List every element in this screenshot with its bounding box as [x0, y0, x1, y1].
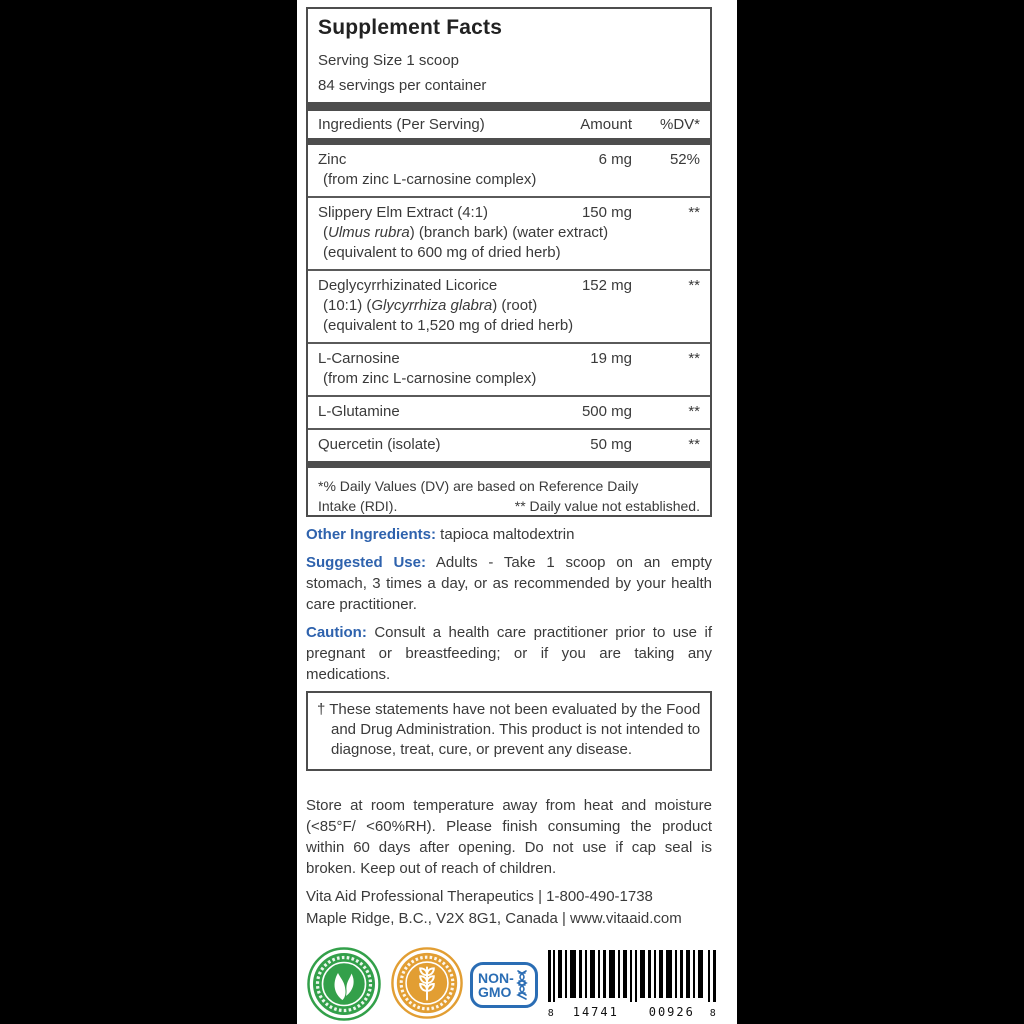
ingredient-amount: 19 mg — [590, 350, 632, 367]
serving-info — [308, 42, 710, 102]
ingredient-amount: 152 mg — [581, 277, 632, 294]
company-line1: Vita Aid Professional Therapeutics | 1-800-490-1738 — [306, 888, 653, 905]
ingredient-dv: 52% — [669, 151, 700, 168]
ingredient-dv: ** — [688, 436, 700, 453]
ingredient-subtext: (equivalent to 600 mg of dried herb) — [323, 244, 561, 261]
dna-icon — [514, 969, 530, 1001]
dv-footnote-line1: *% Daily Values (DV) are based on Reference Daily — [318, 478, 639, 494]
suggested-use-text: Adults - Take 1 scoop on an empty stomach, 3 times a day, or as recommended by your health care practitioner. — [306, 554, 712, 613]
ingredient-amount: 6 mg — [598, 151, 632, 168]
header-amount: Amount — [580, 116, 632, 133]
header-ingredients: Ingredients (Per Serving) — [318, 116, 485, 133]
caution — [306, 622, 712, 685]
barcode-digits — [548, 1005, 720, 1019]
ingredient-dv: ** — [688, 204, 700, 221]
supplement-facts-title: Supplement Facts — [318, 16, 503, 39]
company-info — [306, 886, 712, 930]
dv-footnote-line2-left: Intake (RDI). — [318, 498, 398, 514]
divider-thick — [308, 102, 710, 111]
serving-size: Serving Size 1 scoop — [318, 52, 459, 69]
ingredient-subtext: (from zinc L-carnosine complex) — [323, 370, 537, 387]
other-ingredients-text: tapioca maltodextrin — [436, 526, 575, 543]
table-row — [308, 342, 710, 395]
supplement-facts-panel — [306, 7, 712, 517]
ingredient-subtext: (10:1) (Glycyrrhiza glabra) (root) — [323, 297, 538, 314]
fda-disclaimer-text: † These statements have not been evaluated by the Food and Drug Administration. This product is not intended to diagnose, treat, cure, or prevent any disease. — [317, 701, 701, 758]
ingredient-name: Deglycyrrhizinated Licorice — [318, 277, 498, 294]
barcode-bars — [548, 950, 720, 1002]
barcode-group2: 00926 — [648, 1005, 695, 1019]
ingredient-amount: 500 mg — [581, 403, 632, 420]
ingredient-name: L-Carnosine — [318, 350, 400, 367]
leaf-badge-icon — [306, 946, 382, 1022]
other-ingredients — [306, 524, 712, 545]
table-row — [308, 395, 710, 428]
barcode-group1: 14741 — [572, 1005, 619, 1019]
divider-thick — [308, 461, 710, 468]
ingredient-amount: 50 mg — [590, 436, 632, 453]
ingredients-header-row — [308, 111, 710, 138]
ingredient-subtext: (Ulmus rubra) (branch bark) (water extract) — [323, 224, 609, 241]
ingredient-name: Slippery Elm Extract (4:1) — [318, 204, 489, 221]
other-ingredients-label: Other Ingredients: — [306, 526, 437, 543]
suggested-use-label: Suggested Use: — [306, 554, 426, 571]
table-row — [308, 196, 710, 269]
ingredient-subtext: (from zinc L-carnosine complex) — [323, 171, 537, 188]
dv-footnote — [308, 468, 710, 517]
header-dv: %DV* — [659, 116, 700, 133]
ingredient-dv: ** — [688, 277, 700, 294]
ingredient-dv: ** — [688, 350, 700, 367]
suggested-use — [306, 552, 712, 615]
non-gmo-label: NON- GMO — [478, 970, 514, 1000]
company-line2: Maple Ridge, B.C., V2X 8G1, Canada | www.vitaaid.com — [306, 910, 682, 927]
caution-label: Caution: — [306, 624, 367, 641]
table-row — [308, 145, 710, 196]
fda-disclaimer-box — [306, 691, 712, 771]
servings-per-container: 84 servings per container — [318, 77, 487, 94]
storage-instructions: Store at room temperature away from heat and moisture (<85°F/ <60%RH). Please finish consuming the product within 60 days after opening. Do not use if cap seal is broken. Keep out of reach of children. — [306, 797, 712, 877]
product-label — [297, 0, 737, 1024]
barcode-left-digit: 8 — [547, 1008, 554, 1019]
ingredient-name: L-Glutamine — [318, 403, 400, 420]
ingredient-subtext: (equivalent to 1,520 mg of dried herb) — [323, 317, 574, 334]
upc-barcode — [548, 950, 720, 1019]
ingredient-dv: ** — [688, 403, 700, 420]
caution-text: Consult a health care practitioner prior to use if pregnant or breastfeeding; or if you are taking any medications. — [306, 624, 712, 683]
wheat-gluten-free-badge-icon — [390, 946, 464, 1020]
ingredient-name: Quercetin (isolate) — [318, 436, 441, 453]
dagger-symbol: † — [317, 701, 330, 718]
divider-thick — [308, 138, 710, 145]
ingredient-name: Zinc — [318, 151, 347, 168]
certification-badges-row — [306, 946, 716, 1024]
ingredient-amount: 150 mg — [581, 204, 632, 221]
non-gmo-badge — [470, 962, 538, 1008]
table-row — [308, 269, 710, 342]
dv-footnote-line2-right: ** Daily value not established. — [514, 498, 700, 514]
barcode-right-digit: 8 — [709, 1008, 716, 1019]
table-row — [308, 428, 710, 461]
